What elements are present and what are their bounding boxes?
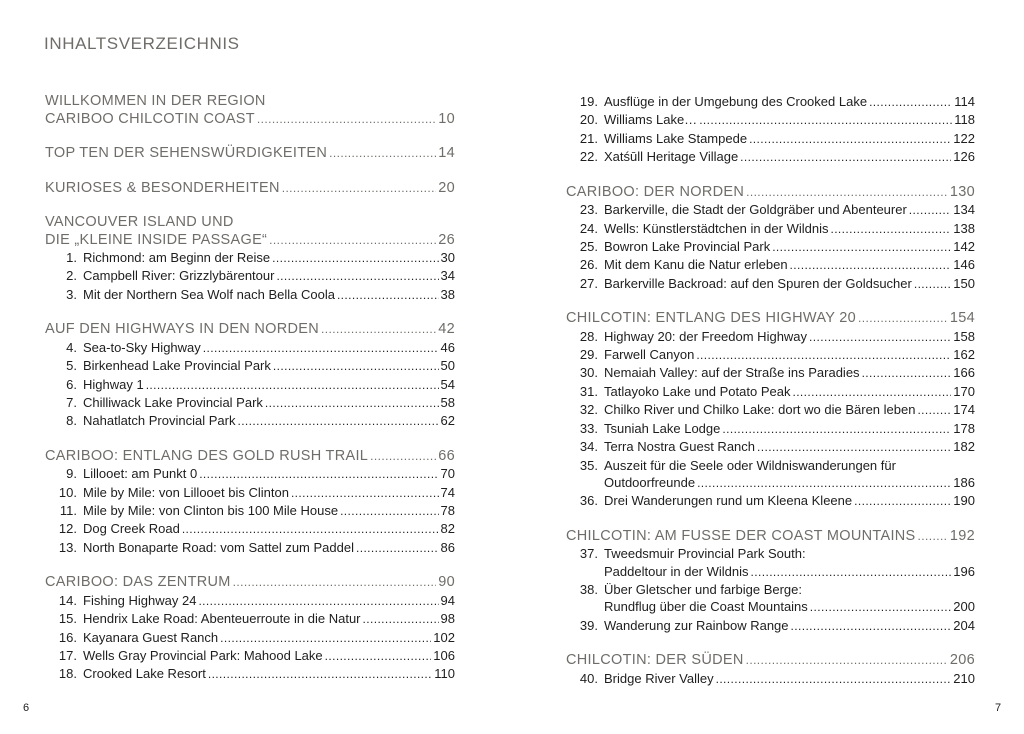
entry-number: 12. <box>58 521 77 537</box>
dot-leader <box>918 528 948 546</box>
entry-title: Nemaiah Valley: auf der Straße ins Paradies <box>604 365 860 381</box>
section-heading <box>566 652 975 670</box>
entry-number: 34. <box>579 439 598 455</box>
entry-page-number: 62 <box>440 413 455 429</box>
entry-number: 8. <box>66 413 77 429</box>
toc-entry <box>45 267 455 285</box>
toc-entry <box>566 111 975 129</box>
entry-page-number: 78 <box>440 503 455 519</box>
section-title: AUF DEN HIGHWAYS IN DEN NORDEN <box>45 321 320 338</box>
toc-entry <box>45 286 455 304</box>
entry-page-number: 114 <box>954 94 975 109</box>
entry-title: Dog Creek Road <box>83 521 180 537</box>
toc-entry <box>45 357 455 375</box>
entry-number: 7. <box>66 394 77 410</box>
toc-entry <box>566 328 975 346</box>
entry-title: Chilko River und Chilko Lake: dort wo die Bären leben <box>604 402 916 418</box>
toc-entry <box>566 364 975 382</box>
entry-page-number: 174 <box>953 402 975 418</box>
entry-title: Ausflüge in der Umgebung des Crooked Lake <box>604 94 868 109</box>
entry-number: 30. <box>579 365 598 381</box>
entry-number: 13. <box>58 539 77 555</box>
section-heading <box>45 448 455 466</box>
entry-number: 14. <box>58 592 77 608</box>
toc-entry <box>566 220 975 238</box>
toc-entry <box>566 581 975 598</box>
page-number-right: 7 <box>995 702 1002 714</box>
entry-number: 31. <box>579 383 598 399</box>
entry-page-number: 196 <box>953 563 975 579</box>
entry-page-number: 38 <box>440 286 455 302</box>
dot-leader <box>269 232 436 250</box>
entry-number: 3. <box>66 286 77 302</box>
dot-leader <box>291 485 439 502</box>
section-heading <box>45 321 455 339</box>
entry-page-number: 70 <box>440 466 455 482</box>
entry-page-number: 190 <box>953 493 975 509</box>
entry-title: Mile by Mile: von Lillooet bis Clinton <box>83 484 289 500</box>
entry-title-continued: Outdoorfreunde <box>604 474 696 490</box>
section-heading <box>45 180 455 198</box>
dot-leader <box>182 521 439 538</box>
section-page-number: 42 <box>438 321 455 338</box>
toc-entry <box>45 249 455 267</box>
entry-page-number: 150 <box>953 275 975 291</box>
toc-entry <box>566 492 975 510</box>
entry-title: Wanderung zur Rainbow Range <box>604 617 789 633</box>
section-heading <box>45 232 455 250</box>
section-title: KURIOSES & BESONDERHEITEN <box>45 179 280 196</box>
toc-entry <box>45 412 455 430</box>
dot-leader <box>208 666 432 683</box>
section-title: DIE „KLEINE INSIDE PASSAGE“ <box>45 231 268 248</box>
entry-page-number: 118 <box>954 112 975 128</box>
dot-leader <box>146 377 439 394</box>
entry-number: 6. <box>66 376 77 392</box>
dot-leader <box>337 287 439 304</box>
entry-number: 1. <box>66 250 77 265</box>
dot-leader <box>740 149 951 166</box>
dot-leader <box>257 111 436 129</box>
dot-leader <box>722 421 951 438</box>
entry-number: 33. <box>579 420 598 436</box>
dot-leader <box>233 574 437 592</box>
toc-entry <box>45 376 455 394</box>
dot-leader <box>791 618 952 635</box>
page-number-left: 6 <box>23 702 30 714</box>
section-page-number: 14 <box>438 145 455 161</box>
toc-entry <box>566 346 975 364</box>
toc-section <box>45 214 455 304</box>
entry-number: 22. <box>579 149 598 165</box>
toc-entry <box>45 629 455 647</box>
section-heading <box>45 93 455 111</box>
section-title: VANCOUVER ISLAND UND <box>45 214 234 230</box>
section-page-number: 10 <box>438 110 455 127</box>
dot-leader <box>697 475 951 492</box>
dot-leader <box>869 94 952 111</box>
dot-leader <box>772 239 951 256</box>
toc-entry <box>45 665 455 683</box>
toc-entry <box>566 617 975 635</box>
toc-entry <box>566 438 975 456</box>
entry-number: 28. <box>579 328 598 344</box>
toc-section <box>566 93 975 167</box>
entry-title: Über Gletscher und farbige Berge: <box>604 582 802 598</box>
entry-title: Nahatlatch Provincial Park <box>83 413 236 429</box>
dot-leader <box>854 493 951 510</box>
entry-number: 25. <box>579 238 598 254</box>
dot-leader <box>276 268 438 285</box>
toc-section <box>566 652 975 688</box>
dot-leader <box>340 503 438 520</box>
section-page-number: 130 <box>949 183 975 200</box>
entry-number: 4. <box>66 339 77 355</box>
toc-column-right <box>566 93 975 705</box>
entry-title: Crooked Lake Resort <box>83 666 206 682</box>
entry-title: Richmond: am Beginn der Reise <box>83 250 271 265</box>
dot-leader <box>198 593 438 610</box>
toc-entry <box>566 420 975 438</box>
section-title: CHILCOTIN: ENTLANG DES HIGHWAY 20 <box>566 310 857 327</box>
entry-number: 36. <box>579 493 598 509</box>
dot-leader <box>862 365 952 382</box>
dot-leader <box>716 671 952 688</box>
section-heading <box>566 528 975 546</box>
section-page-number: 192 <box>949 527 975 544</box>
entry-page-number: 82 <box>440 521 455 537</box>
entry-title: Highway 1 <box>83 376 144 392</box>
dot-leader <box>909 202 952 219</box>
section-page-number: 206 <box>949 652 975 669</box>
entry-number: 16. <box>58 629 77 645</box>
entry-page-number: 74 <box>440 484 455 500</box>
entry-title: Sea-to-Sky Highway <box>83 339 201 355</box>
dot-leader <box>273 358 439 375</box>
toc-entry <box>566 93 975 111</box>
toc-entry <box>45 502 455 520</box>
entry-page-number: 50 <box>440 358 455 374</box>
entry-title: Tatlayoko Lake und Potato Peak <box>604 383 791 399</box>
toc-entry <box>566 201 975 219</box>
toc-entry-continuation <box>566 474 975 492</box>
dot-leader <box>858 310 948 328</box>
dot-leader <box>914 276 951 293</box>
toc-entry <box>566 670 975 688</box>
toc-section <box>45 448 455 558</box>
entry-number: 23. <box>579 202 598 218</box>
entry-number: 37. <box>579 546 598 562</box>
toc-entry <box>566 256 975 274</box>
entry-page-number: 200 <box>953 599 975 615</box>
dot-leader <box>325 648 432 665</box>
dot-leader <box>356 540 439 557</box>
toc-entry <box>45 539 455 557</box>
entry-page-number: 94 <box>440 592 455 608</box>
entry-number: 24. <box>579 220 598 236</box>
dot-leader <box>265 395 439 412</box>
dot-leader <box>810 599 952 616</box>
entry-title: Lillooet: am Punkt 0 <box>83 466 198 482</box>
toc-entry <box>566 148 975 166</box>
section-page-number: 66 <box>438 447 455 464</box>
dot-leader <box>699 112 952 129</box>
section-title: CARIBOO: ENTLANG DES GOLD RUSH TRAIL <box>45 447 369 464</box>
entry-page-number: 54 <box>440 376 455 392</box>
dot-leader <box>321 321 436 339</box>
toc-section <box>45 574 455 684</box>
entry-title: Xatśūll Heritage Village <box>604 149 739 165</box>
section-title: WILLKOMMEN IN DER REGION <box>45 93 266 109</box>
toc-section <box>45 321 455 431</box>
entry-page-number: 126 <box>953 149 975 165</box>
section-heading <box>45 214 455 232</box>
toc-entry <box>45 484 455 502</box>
section-title: CARIBOO: DAS ZENTRUM <box>45 574 231 591</box>
entry-number: 11. <box>59 503 77 519</box>
entry-title: Farwell Canyon <box>604 347 695 363</box>
entry-title: Mit der Northern Sea Wolf nach Bella Coola <box>83 286 335 302</box>
entry-title: Mit dem Kanu die Natur erleben <box>604 257 788 273</box>
entry-title: Bowron Lake Provincial Park <box>604 238 771 254</box>
toc-section <box>566 184 975 294</box>
section-title: CARIBOO: DER NORDEN <box>566 183 745 200</box>
entry-page-number: 204 <box>953 617 975 633</box>
toc-entry <box>45 610 455 628</box>
entry-page-number: 158 <box>953 328 975 344</box>
section-heading <box>45 111 455 129</box>
toc-entry-continuation <box>566 598 975 616</box>
entry-number: 5. <box>66 358 77 374</box>
entry-title: Hendrix Lake Road: Abenteuerroute in die Natur <box>83 611 361 627</box>
entry-page-number: 142 <box>953 238 975 254</box>
entry-page-number: 30 <box>440 250 455 265</box>
entry-number: 26. <box>579 257 598 273</box>
toc-entry <box>566 545 975 562</box>
entry-page-number: 182 <box>953 439 975 455</box>
entry-title: Tsuniah Lake Lodge <box>604 420 721 436</box>
entry-page-number: 146 <box>953 257 975 273</box>
entry-page-number: 58 <box>440 394 455 410</box>
entry-title: Bridge River Valley <box>604 670 714 686</box>
entry-title: Kayanara Guest Ranch <box>83 629 219 645</box>
toc-entry <box>45 647 455 665</box>
entry-page-number: 162 <box>953 347 975 363</box>
entry-page-number: 134 <box>953 202 975 218</box>
section-heading <box>45 574 455 592</box>
toc-section <box>566 528 975 636</box>
section-page-number: 154 <box>949 310 975 327</box>
toc-entry <box>45 520 455 538</box>
dot-leader <box>790 257 952 274</box>
entry-title: Highway 20: der Freedom Highway <box>604 328 808 344</box>
entry-title-continued: Rundflug über die Coast Mountains <box>604 599 808 615</box>
entry-title: Wells Gray Provincial Park: Mahood Lake <box>83 648 323 663</box>
dot-leader <box>792 384 951 401</box>
entry-number: 10. <box>58 484 77 500</box>
entry-title: Terra Nostra Guest Ranch <box>604 439 756 455</box>
entry-title: Fishing Highway 24 <box>83 592 197 608</box>
section-page-number: 20 <box>438 179 455 196</box>
dot-leader <box>751 564 952 581</box>
dot-leader <box>746 652 948 670</box>
entry-title: North Bonaparte Road: vom Sattel zum Paddel <box>83 539 354 555</box>
toc-section <box>45 180 455 198</box>
entry-page-number: 122 <box>953 130 975 146</box>
dot-leader <box>363 611 439 628</box>
section-title: CHILCOTIN: AM FUSSE DER COAST MOUNTAINS <box>566 527 916 544</box>
dot-leader <box>370 448 436 466</box>
entry-title: Birkenhead Lake Provincial Park <box>83 358 271 374</box>
dot-leader <box>203 340 439 357</box>
dot-leader <box>746 184 948 202</box>
entry-number: 9. <box>66 466 77 482</box>
entry-page-number: 186 <box>953 474 975 490</box>
section-title: CHILCOTIN: DER SÜDEN <box>566 652 744 669</box>
toc-section <box>45 93 455 128</box>
entry-page-number: 86 <box>440 539 455 555</box>
toc-entry <box>566 457 975 474</box>
entry-number: 21. <box>579 130 598 146</box>
dot-leader <box>329 145 436 163</box>
toc-section <box>45 145 455 163</box>
entry-number: 17. <box>58 648 77 663</box>
dot-leader <box>272 250 438 267</box>
section-heading <box>566 184 975 202</box>
section-page-number: 90 <box>438 574 455 591</box>
dot-leader <box>199 466 438 483</box>
entry-title: Williams Lake… <box>604 112 698 128</box>
entry-number: 35. <box>579 457 598 473</box>
entry-page-number: 138 <box>953 220 975 236</box>
dot-leader <box>917 402 951 419</box>
entry-page-number: 34 <box>440 268 455 284</box>
page-title: INHALTSVERZEICHNIS <box>44 34 240 53</box>
dot-leader <box>282 180 437 198</box>
toc-entry <box>566 401 975 419</box>
toc-entry <box>566 275 975 293</box>
entry-number: 40. <box>579 670 598 686</box>
toc-entry <box>566 238 975 256</box>
entry-title: Williams Lake Stampede <box>604 130 748 146</box>
entry-page-number: 170 <box>953 383 975 399</box>
entry-title: Mile by Mile: von Clinton bis 100 Mile House <box>83 503 339 519</box>
entry-number: 27. <box>579 275 598 291</box>
entry-page-number: 178 <box>953 420 975 436</box>
entry-title: Campbell River: Grizzlybärentour <box>83 268 275 284</box>
toc-column-left <box>45 93 455 701</box>
toc-entry <box>566 383 975 401</box>
entry-number: 38. <box>579 582 598 598</box>
dot-leader <box>220 630 431 647</box>
entry-title: Barkerville, die Stadt der Goldgräber und Abenteurer <box>604 202 907 218</box>
entry-page-number: 106 <box>433 648 455 663</box>
toc-entry <box>45 465 455 483</box>
entry-page-number: 210 <box>953 670 975 686</box>
entry-title: Tweedsmuir Provincial Park South: <box>604 546 806 562</box>
dot-leader <box>237 413 438 430</box>
entry-number: 18. <box>58 666 77 682</box>
entry-number: 39. <box>579 617 598 633</box>
dot-leader <box>809 329 951 346</box>
entry-page-number: 98 <box>440 611 455 627</box>
section-title: TOP TEN DER SEHENSWÜRDIGKEITEN <box>45 145 328 161</box>
section-heading <box>566 310 975 328</box>
toc-entry <box>45 394 455 412</box>
entry-title: Wells: Künstlerstädtchen in der Wildnis <box>604 220 829 236</box>
toc-entry <box>566 130 975 148</box>
dot-leader <box>696 347 951 364</box>
entry-number: 32. <box>579 402 598 418</box>
entry-number: 2. <box>66 268 77 284</box>
entry-title: Drei Wanderungen rund um Kleena Kleene <box>604 493 853 509</box>
entry-title-continued: Paddeltour in der Wildnis <box>604 563 749 579</box>
dot-leader <box>830 221 951 238</box>
section-heading <box>45 145 455 163</box>
dot-leader <box>749 131 951 148</box>
entry-number: 19. <box>579 94 598 109</box>
entry-page-number: 46 <box>440 339 455 355</box>
dot-leader <box>757 439 951 456</box>
entry-title: Barkerville Backroad: auf den Spuren der Goldsucher <box>604 275 912 291</box>
entry-page-number: 166 <box>953 365 975 381</box>
entry-number: 15. <box>58 611 77 627</box>
toc-section <box>566 310 975 511</box>
entry-title: Auszeit für die Seele oder Wildniswanderungen für <box>604 457 896 473</box>
entry-title: Chilliwack Lake Provincial Park <box>83 394 263 410</box>
entry-page-number: 102 <box>433 629 455 645</box>
entry-number: 20. <box>579 112 598 128</box>
section-page-number: 26 <box>438 231 455 248</box>
entry-page-number: 110 <box>434 666 455 682</box>
toc-entry <box>45 592 455 610</box>
toc-entry <box>45 339 455 357</box>
entry-number: 29. <box>579 347 598 363</box>
toc-entry-continuation <box>566 563 975 581</box>
section-title: CARIBOO CHILCOTIN COAST <box>45 110 255 127</box>
